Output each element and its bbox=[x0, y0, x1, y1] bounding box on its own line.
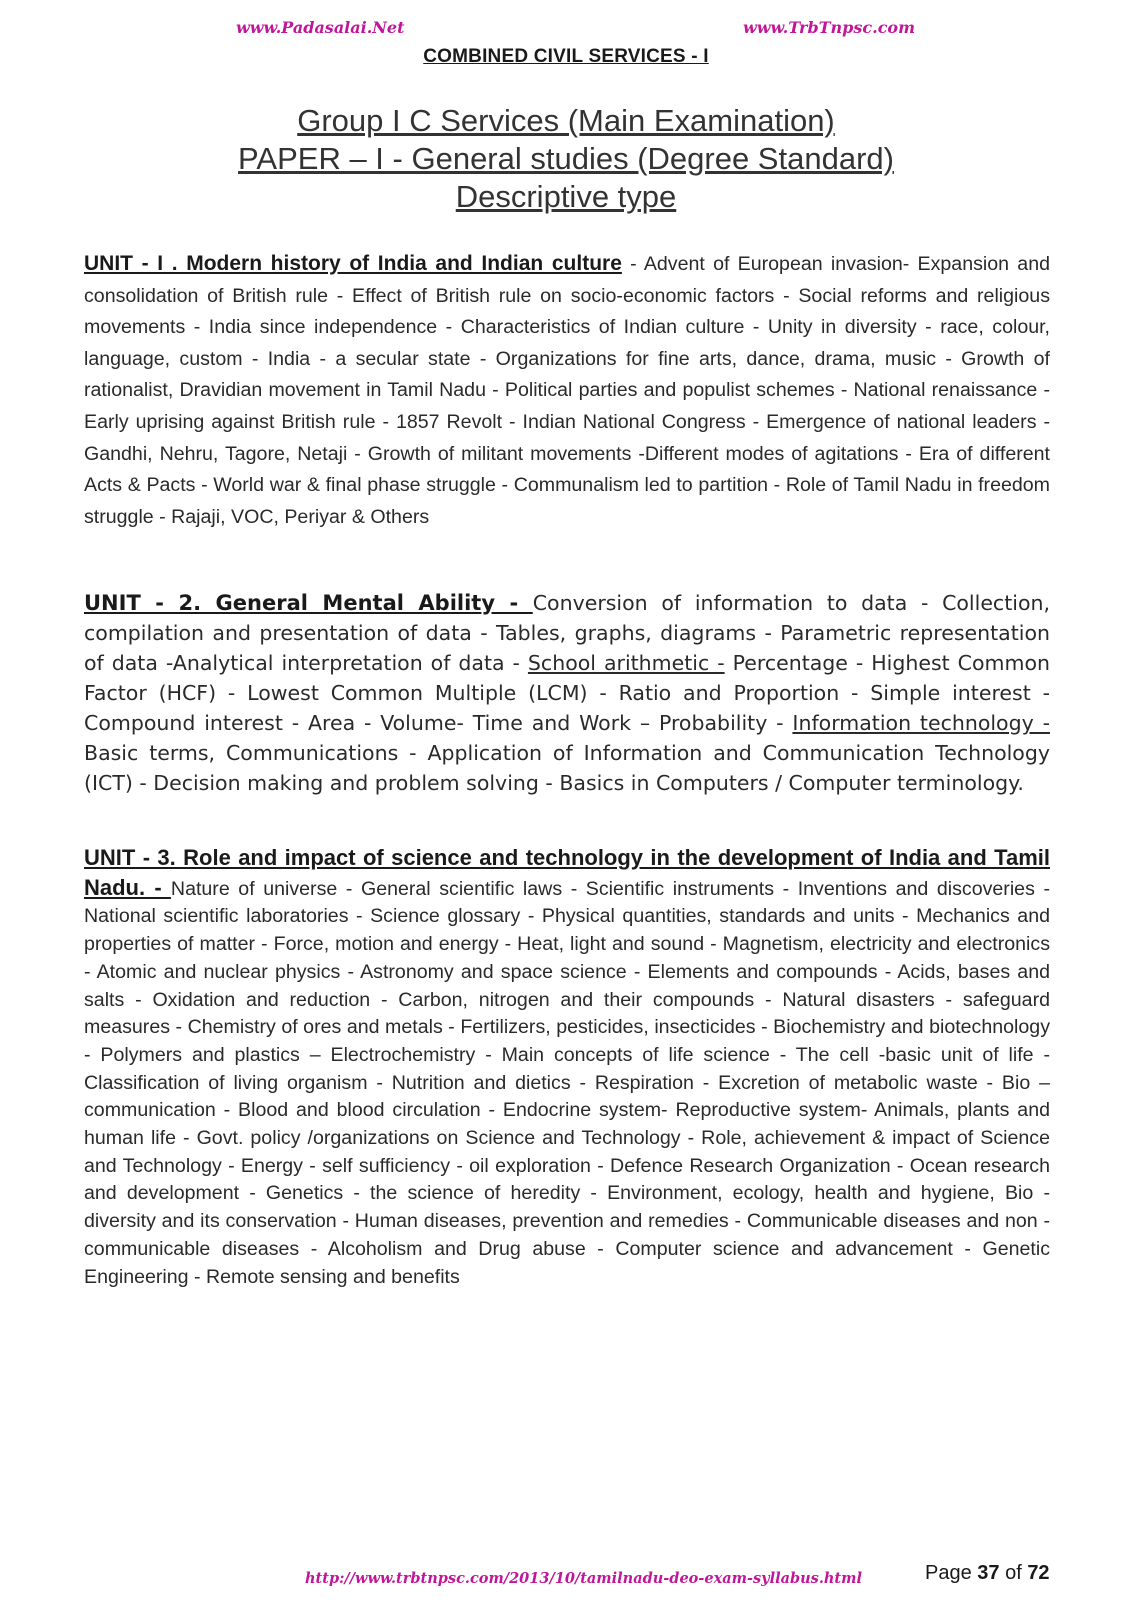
unit-3-body: Nature of universe - General scientific laws - Scientific instruments - Inventions and discoveries - National scientific laboratories - Science glossary - Physical quantities, standards and units - Mechanics and properties of matter - Force, motion and energy - Heat, light and sound - Magnetism, electricity and electronics - Atomic and nuclear physics - Astronomy and space science - Elements and compounds - Acids, bases and salts - Oxidation and reduction - Carbon, nitrogen and their compounds - Natural disasters - safeguard measures - Chemistry of ores and metals - Fertilizers, pesticides, insecticides - Biochemistry and biotechnology - Polymers and plastics – Electrochemistry - Main concepts of life science - The cell -basic unit of life - Classification of living organism - Nutrition and dietics - Respiration - Excretion of metabolic waste - Bio – communication - Blood and blood circulation - Endocrine system- Reproductive system- Animals, plants and human life - Govt. policy /organizations on Science and Technology - Role, achievement & impact of Science and Technology - Energy - self sufficiency - oil exploration - Defence Research Organization - Ocean research and development - Genetics - the science of heredity - Environment, ecology, health and hygiene, Bio - diversity and its conservation - Human diseases, prevention and remedies - Communicable diseases and non - communicable diseases - Alcoholism and Drug abuse - Computer science and advancement - Genetic Engineering - Remote sensing and benefits bbox=[84, 877, 1050, 1288]
title-block bbox=[0, 102, 1132, 216]
unit-1-heading: UNIT - I . Modern history of India and Indian culture bbox=[84, 252, 622, 275]
unit-2-subheading-arithmetic: School arithmetic - bbox=[527, 651, 725, 675]
watermark-right: www.TrbTnpsc.com bbox=[743, 18, 916, 37]
unit-2-body-1: Conversion of information to data - Collection, compilation and presentation of data - Tables, graphs, diagrams - Parametric representation of data -Analytical interpretation of data - bbox=[84, 591, 1050, 675]
page-number bbox=[925, 1562, 1050, 1585]
title-line-3: Descriptive type bbox=[455, 179, 677, 214]
document-header: COMBINED CIVIL SERVICES - I bbox=[423, 46, 709, 67]
unit-1-body: - Advent of European invasion- Expansion and consolidation of British rule - Effect of British rule on socio-economic factors - Social reforms and religious movements - India since independence - Characteristics of Indian culture - Unity in diversity - race, colour, language, custom - India - a secular state - Organizations for fine arts, dance, drama, music - Growth of rationalist, Dravidian movement in Tamil Nadu - Political parties and populist schemes - National renaissance - Early uprising against British rule - 1857 Revolt - Indian National Congress - Emergence of national leaders - Gandhi, Nehru, Tagore, Netaji - Growth of militant movements -Different modes of agitations - Era of different Acts & Pacts - World war & final phase struggle - Communalism led to partition - Role of Tamil Nadu in freedom struggle - Rajaji, VOC, Periyar & Others bbox=[84, 253, 1050, 528]
unit-3-heading: UNIT - 3. Role and impact of science and technology in the development of India and Tamil Nadu. - bbox=[84, 845, 1050, 900]
title-line-2: PAPER – I - General studies (Degree Standard) bbox=[238, 141, 894, 176]
footer-url-link[interactable]: http://www.trbtnpsc.com/2013/10/tamilnadu-deo-exam-syllabus.html bbox=[305, 1570, 862, 1587]
title-line-1: Group I C Services (Main Examination) bbox=[297, 103, 835, 138]
unit-2-body-3: Basic terms, Communications - Application of Information and Communication Technology (ICT) - Decision making and problem solving - Basics in Computers / Computer terminology. bbox=[84, 741, 1050, 795]
page-total: 72 bbox=[1027, 1562, 1050, 1584]
unit-1-paragraph bbox=[84, 248, 1050, 533]
page-separator: of bbox=[999, 1562, 1028, 1584]
watermark-left: www.Padasalai.Net bbox=[236, 18, 405, 37]
unit-2-subheading-it: Information technology - bbox=[792, 711, 1050, 735]
page-prefix: Page bbox=[925, 1562, 978, 1584]
unit-3-paragraph bbox=[84, 844, 1050, 1291]
page-current: 37 bbox=[977, 1562, 1000, 1584]
unit-2-body-2: Percentage - Highest Common Factor (HCF) - Lowest Common Multiple (LCM) - Ratio and Proportion - Simple interest - Compound interest - Area - Volume- Time and Work – Probability - bbox=[84, 651, 1051, 735]
unit-2-heading: UNIT - 2. General Mental Ability - bbox=[84, 591, 533, 615]
unit-2-paragraph bbox=[84, 588, 1050, 798]
